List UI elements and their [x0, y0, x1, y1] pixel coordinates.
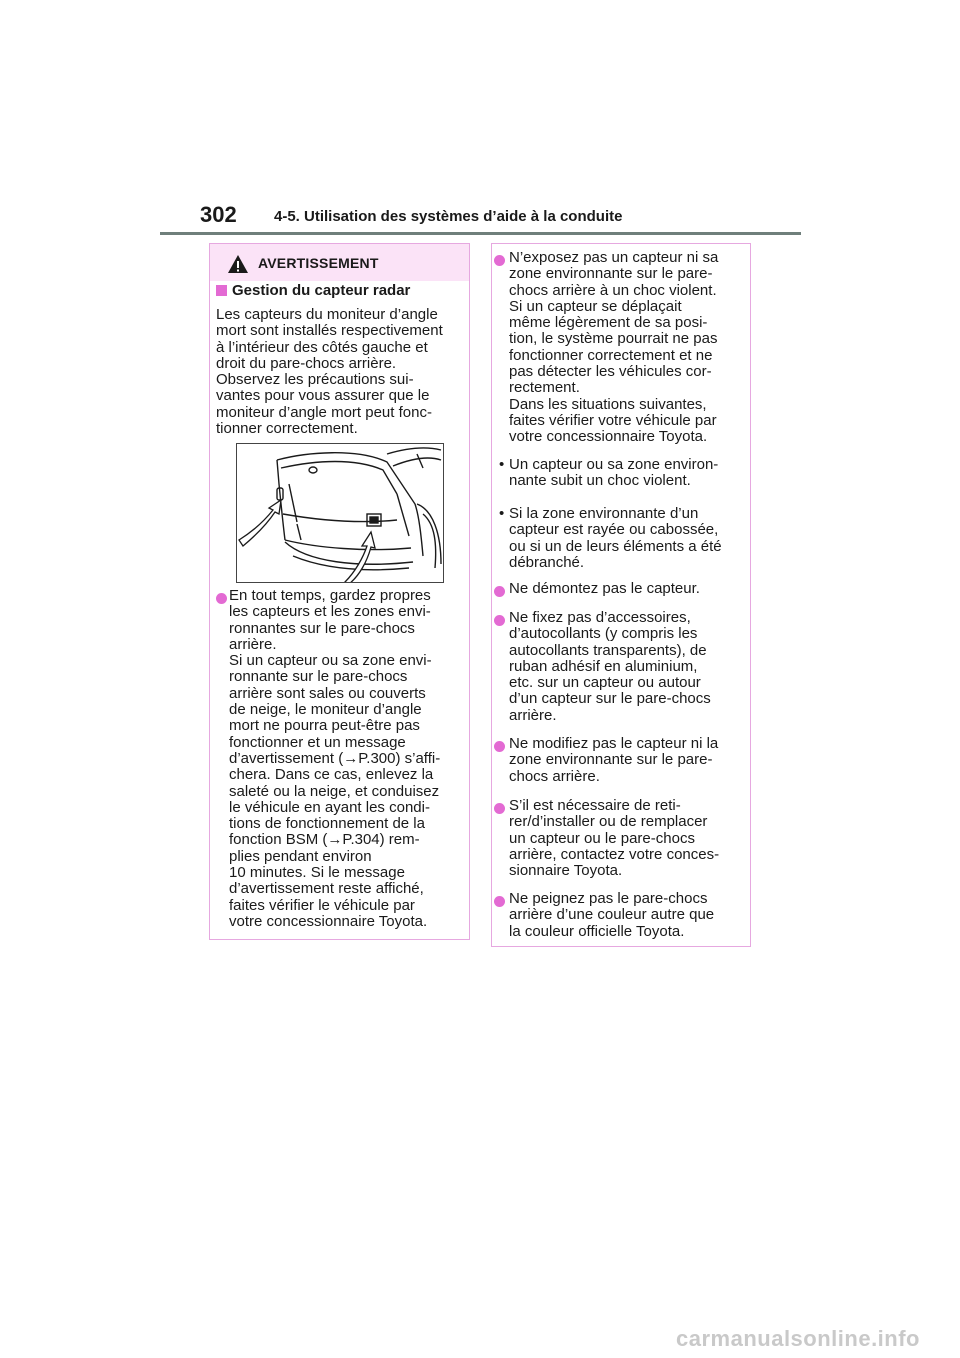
circle-bullet-icon — [494, 615, 505, 626]
bumper-sensor-illustration — [236, 443, 444, 583]
square-bullet-icon — [216, 285, 227, 296]
circle-bullet-icon — [494, 586, 505, 597]
sub-bullet-shock: Un capteur ou sa zone environ- nante subit un choc violent. — [509, 456, 719, 490]
warning-triangle-icon — [227, 254, 249, 274]
sub-bullet-scratched: Si la zone environnante d’un capteur est rayée ou cabossée, ou si un de leurs éléments a été débranché. — [509, 505, 722, 571]
intro-paragraph: Les capteurs du moniteur d’angle mort sont installés respectivement à l’intérieur des côtés gauche et droit du pare-chocs arrière. Observez les précautions sui- vantes pour vous assurer que le moniteur d’angle mort peut fonc- tionner correctement. — [216, 306, 443, 438]
warning-header — [210, 244, 469, 281]
sub-bullet-icon: • — [499, 505, 505, 522]
bullet-clean-sensors: En tout temps, gardez propres les capteurs et les zones envi- ronnantes sur le pare-chocs arrière. Si un capteur ou sa zone envi- ronnante sur le pare-chocs arrière sont sales ou couverts de neige, le moniteur d’angle mort ne pourra peut-être pas fonctionner et un message d’avertissement (→P.300) s’affi- chera. Dans ce cas, enlevez la saleté ou la neige, et conduisez le véhicule en ayant les condi- tions de fonctionnement de la fonction BSM (→P.304) rem- plies pendant environ 10 minutes. Si le message d’avertissement reste affiché, faites vérifier le véhicule par votre concessionnaire Toyota. — [229, 587, 441, 930]
bullet-remove-install: S’il est nécessaire de reti- rer/d’installer ou de remplacer un capteur ou le pare-chocs arrière, contactez votre conces- sionnaire Toyota. — [509, 797, 720, 880]
page-number: 302 — [200, 202, 237, 227]
watermark: carmanualsonline.info — [676, 1326, 920, 1351]
warning-box — [209, 243, 470, 940]
section-title: 4-5. Utilisation des systèmes d’aide à la conduite — [274, 208, 623, 225]
warning-title: AVERTISSEMENT — [258, 255, 379, 271]
circle-bullet-icon — [494, 741, 505, 752]
warning-box-continued — [491, 243, 751, 947]
circle-bullet-icon — [494, 896, 505, 907]
section-heading — [216, 282, 410, 299]
page-header — [160, 202, 800, 242]
bullet-no-dismantle: Ne démontez pas le capteur. — [509, 580, 700, 597]
header-rule — [160, 232, 801, 235]
heading-text: Gestion du capteur radar — [232, 282, 411, 299]
bullet-no-modify: Ne modifiez pas le capteur ni la zone environnante sur le pare- chocs arrière. — [509, 735, 719, 785]
bullet-no-accessories: Ne fixez pas d’accessoires, d’autocollants (y compris les autocollants transparents), de ruban adhésif en aluminium, etc. sur un capteur ou autour d’un capteur sur le pare-chocs arrière. — [509, 609, 711, 724]
rear-bumper-drawing — [237, 444, 443, 582]
circle-bullet-icon — [494, 803, 505, 814]
circle-bullet-icon — [494, 255, 505, 266]
sub-bullet-icon: • — [499, 456, 505, 473]
bullet-no-shock: N’exposez pas un capteur ni sa zone environnante sur le pare- chocs arrière à un choc violent. Si un capteur se déplaçait même légèrement de sa posi- tion, le système pourrait ne pas fonctionner correctement et ne pas détecter les véhicules cor- rectement. Dans les situations suivantes, faites vérifier votre véhicule par votre concessionnaire Toyota. — [509, 249, 719, 446]
bullet-no-paint: Ne peignez pas le pare-chocs arrière d’une couleur autre que la couleur officielle Toyota. — [509, 890, 715, 940]
circle-bullet-icon — [216, 593, 227, 604]
